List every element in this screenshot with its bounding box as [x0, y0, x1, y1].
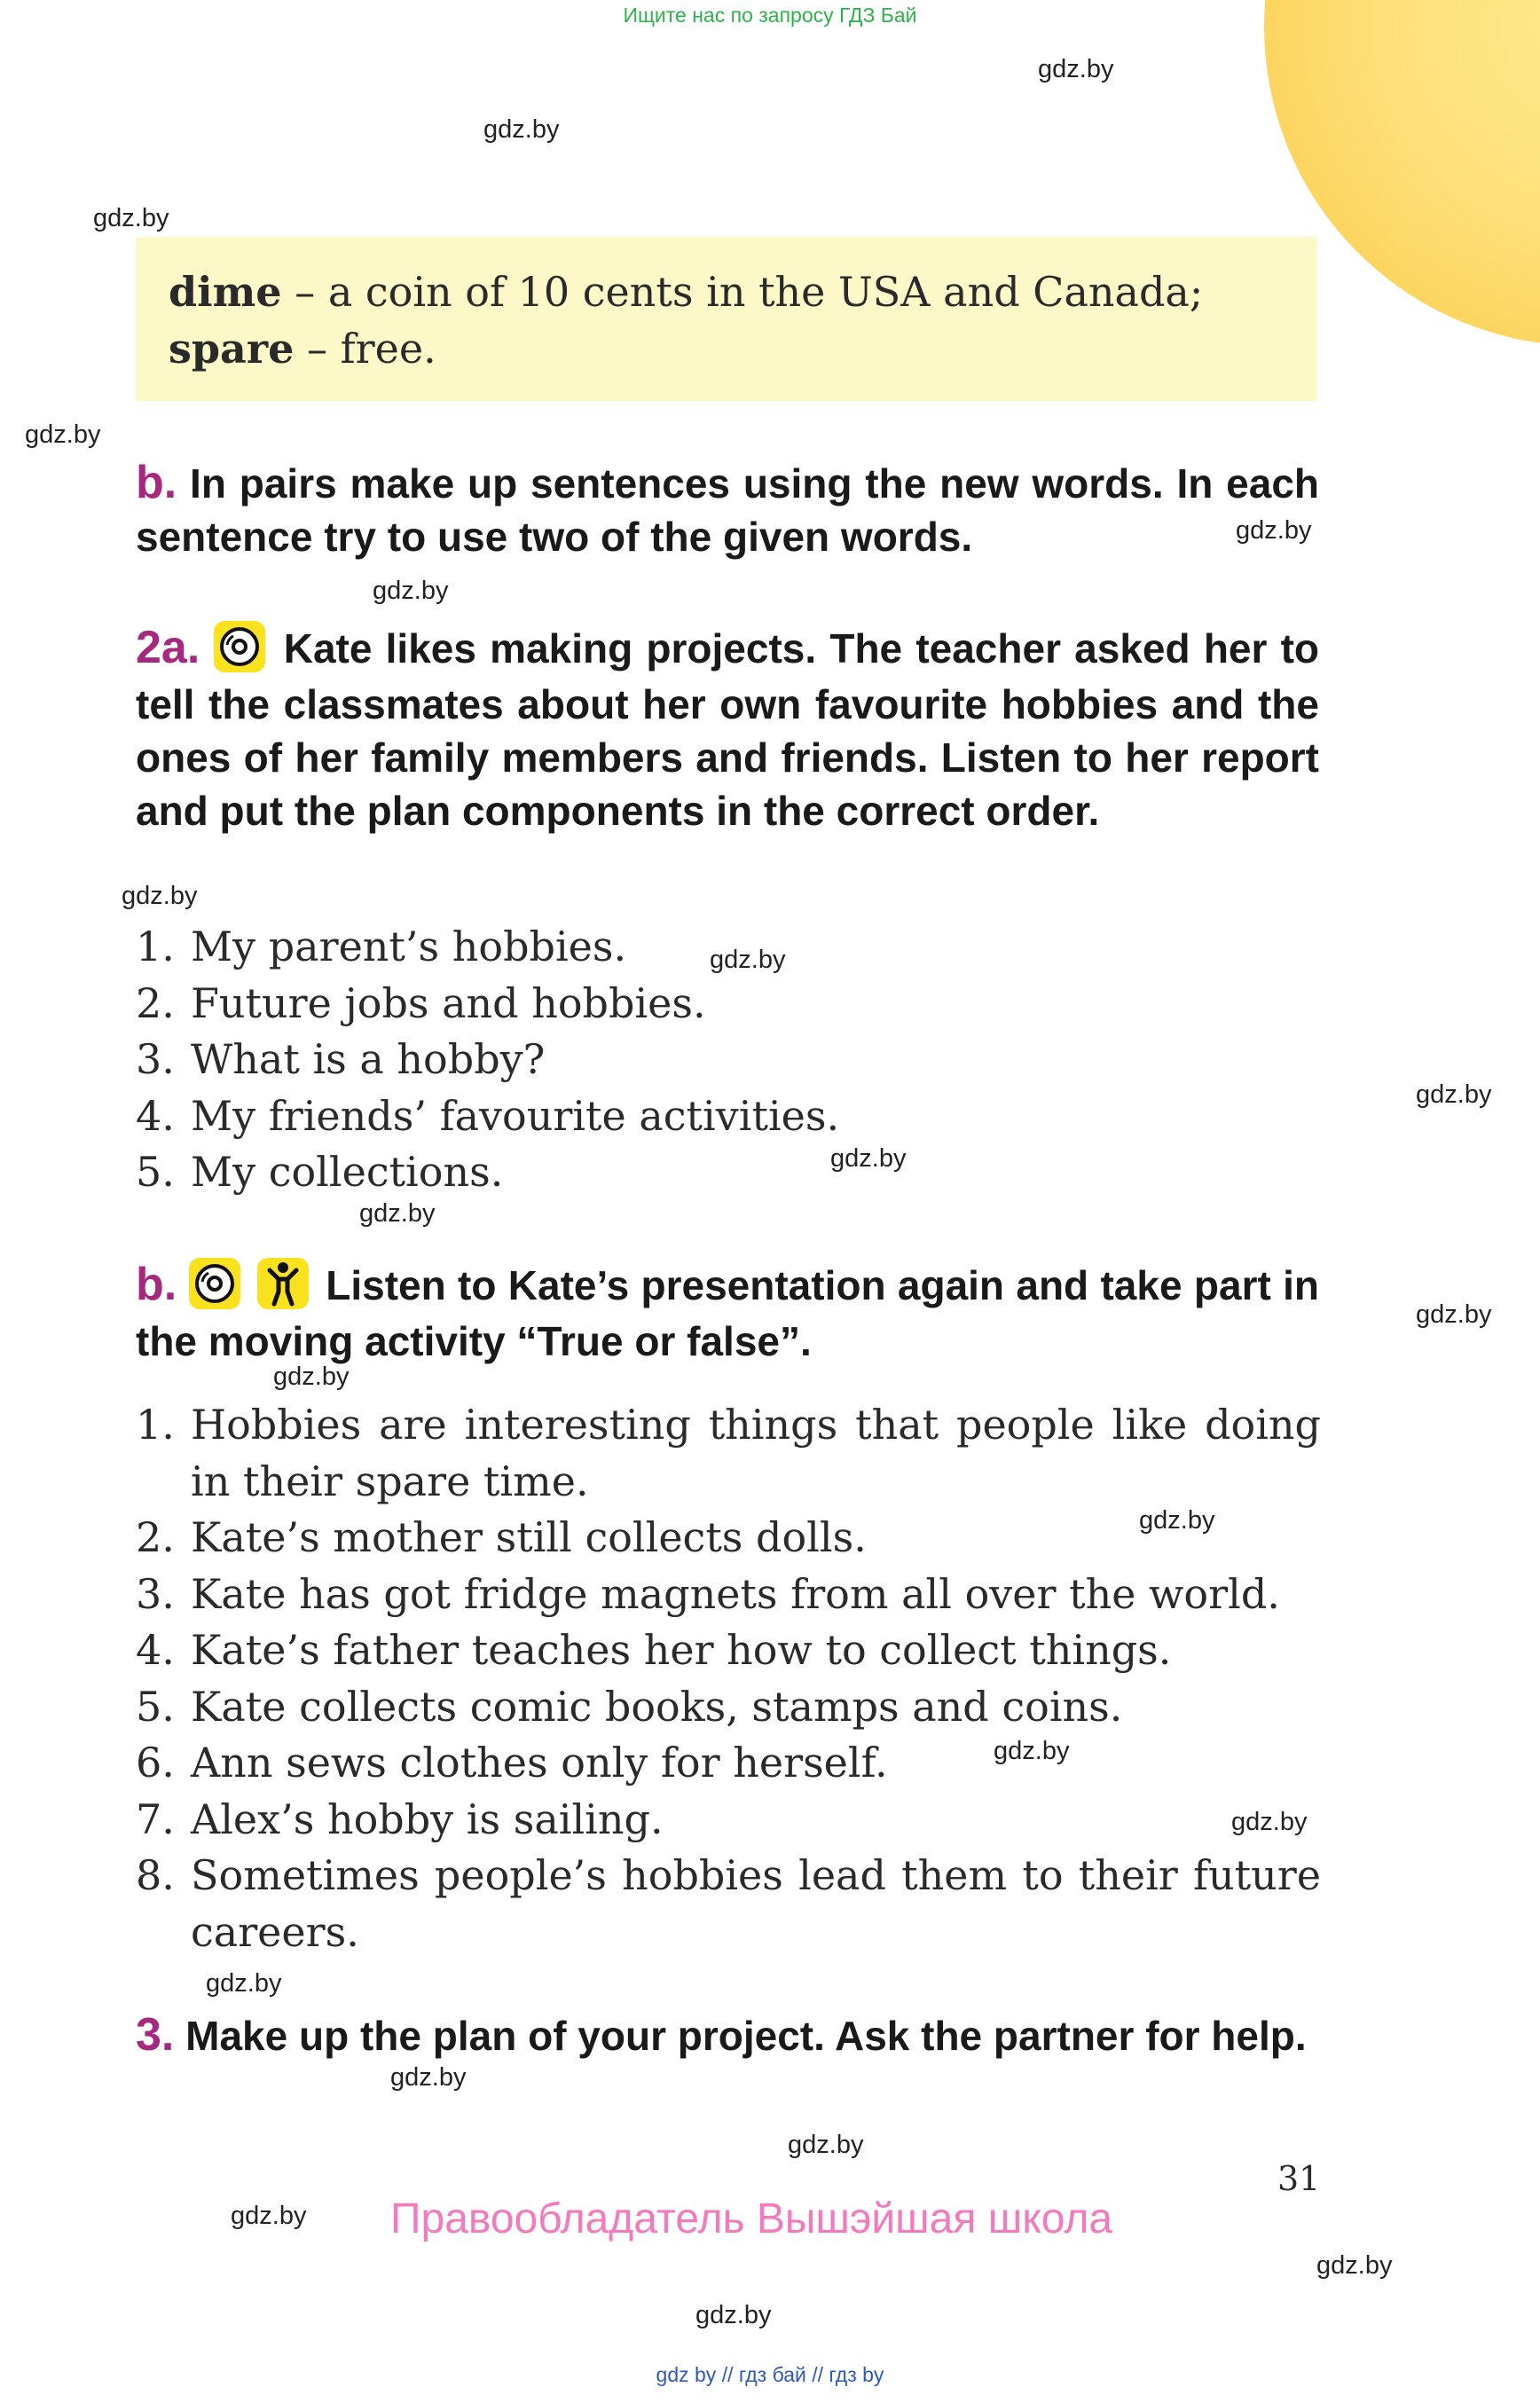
task-2b	[136, 1258, 1319, 1368]
item-text: Ann sews clothes only for herself.	[191, 1739, 888, 1787]
list-item	[136, 1144, 1321, 1201]
item-number: 2.	[136, 1513, 175, 1561]
watermark: gdz.by	[483, 115, 560, 144]
watermark: gdz.by	[1316, 2251, 1393, 2280]
task-number: b.	[136, 457, 177, 508]
item-text: Sometimes people’s hobbies lead them to their future careers.	[191, 1851, 1321, 1956]
watermark: gdz.by	[273, 1362, 350, 1391]
watermark: gdz.by	[206, 1969, 282, 1998]
item-number: 4.	[136, 1091, 175, 1140]
definition-spare	[169, 325, 436, 373]
cd-audio-icon	[214, 621, 265, 672]
watermark: gdz.by	[695, 2301, 772, 2329]
item-number: 4.	[136, 1626, 175, 1674]
item-number: 5.	[136, 1148, 175, 1196]
list-item	[136, 1032, 1321, 1088]
task-2a	[136, 621, 1319, 837]
watermark: gdz.by	[1231, 1808, 1308, 1836]
bottom-links[interactable]: gdz by // гдз бай // гдз by	[656, 2363, 884, 2386]
item-text: Kate’s father teaches her how to collect things.	[191, 1626, 1172, 1674]
watermark: gdz.by	[359, 1199, 436, 1228]
item-text: Alex’s hobby is sailing.	[191, 1794, 664, 1843]
watermark: gdz.by	[1236, 516, 1312, 545]
task-instruction: In pairs make up sentences using the new words. In each sentence try to use two of the given words.	[136, 460, 1319, 560]
moving-activity-icon	[257, 1258, 309, 1309]
watermark: gdz.by	[710, 946, 786, 974]
definition-spare-text: – free.	[294, 325, 436, 373]
item-number: 5.	[136, 1682, 175, 1731]
list-item	[136, 1622, 1321, 1679]
watermark: gdz.by	[994, 1737, 1070, 1765]
list-item	[136, 1510, 1321, 1567]
watermark: gdz.by	[231, 2202, 307, 2230]
cd-audio-icon	[189, 1258, 240, 1309]
watermark: gdz.by	[390, 2063, 467, 2092]
item-text: Kate’s mother still collects dolls.	[191, 1513, 867, 1561]
watermark: gdz.by	[122, 882, 198, 910]
watermark: gdz.by	[93, 204, 169, 232]
item-number: 3.	[136, 1035, 175, 1083]
item-number: 1.	[136, 923, 175, 970]
watermark: gdz.by	[373, 577, 449, 605]
top-banner[interactable]: Ищите нас по запросу ГДЗ Бай	[623, 4, 917, 27]
watermark: gdz.by	[1139, 1506, 1215, 1535]
task-instruction: Make up the plan of your project. Ask the partner for help.	[185, 2013, 1307, 2059]
task-number: 2a.	[136, 622, 200, 673]
list-item	[136, 1679, 1321, 1736]
vocabulary-box	[136, 237, 1317, 401]
definition-dime	[169, 268, 1203, 316]
list-item	[136, 919, 1321, 976]
list-item	[136, 1397, 1321, 1510]
task-3	[136, 2008, 1319, 2062]
task-number: 3.	[136, 2009, 175, 2061]
item-text: What is a hobby?	[191, 1035, 546, 1083]
item-text: My friends’ favourite activities.	[191, 1091, 840, 1140]
item-text: Kate has got fridge magnets from all over the world.	[191, 1569, 1280, 1618]
list-item	[136, 1792, 1321, 1849]
watermark: gdz.by	[830, 1144, 907, 1173]
watermark: gdz.by	[1416, 1300, 1492, 1329]
term-spare: spare	[169, 325, 295, 373]
task-instruction: Kate likes making projects. The teacher asked her to tell the classmates about her own favourite hobbies and the ones of her family members and friends. Listen to her report and put the plan components in the correct order.	[136, 625, 1320, 834]
item-text: Hobbies are interesting things that people like doing in their spare time.	[191, 1401, 1321, 1505]
item-number: 6.	[136, 1739, 175, 1787]
list-item	[136, 1088, 1321, 1145]
list-item	[136, 1848, 1321, 1960]
watermark: gdz.by	[25, 420, 101, 449]
page-number: 31	[1277, 2159, 1321, 2198]
task-instruction: Listen to Kate’s presentation again and take part in the moving activity “True or false”.	[136, 1262, 1320, 1364]
true-false-list	[136, 1397, 1321, 1960]
item-number: 3.	[136, 1569, 175, 1618]
item-text: My parent’s hobbies.	[191, 923, 627, 970]
item-text: Kate collects comic books, stamps and coins.	[191, 1682, 1123, 1731]
list-item	[136, 976, 1321, 1033]
item-number: 7.	[136, 1794, 175, 1843]
definition-dime-text: – a coin of 10 cents in the USA and Canada;	[281, 268, 1204, 316]
item-text: My collections.	[191, 1148, 504, 1196]
item-number: 8.	[136, 1851, 175, 1899]
rights-holder: Правообладатель Вышэйшая школа	[390, 2195, 1113, 2242]
item-number: 2.	[136, 978, 175, 1027]
list-item	[136, 1567, 1321, 1623]
watermark: gdz.by	[788, 2131, 864, 2159]
plan-list	[136, 919, 1321, 1201]
item-text: Future jobs and hobbies.	[191, 978, 706, 1027]
item-number: 1.	[136, 1401, 175, 1449]
term-dime: dime	[169, 268, 282, 316]
task-number: b.	[136, 1259, 177, 1310]
watermark: gdz.by	[1038, 55, 1114, 83]
list-item	[136, 1735, 1321, 1792]
watermark: gdz.by	[1416, 1080, 1492, 1109]
task-1b	[136, 456, 1319, 563]
